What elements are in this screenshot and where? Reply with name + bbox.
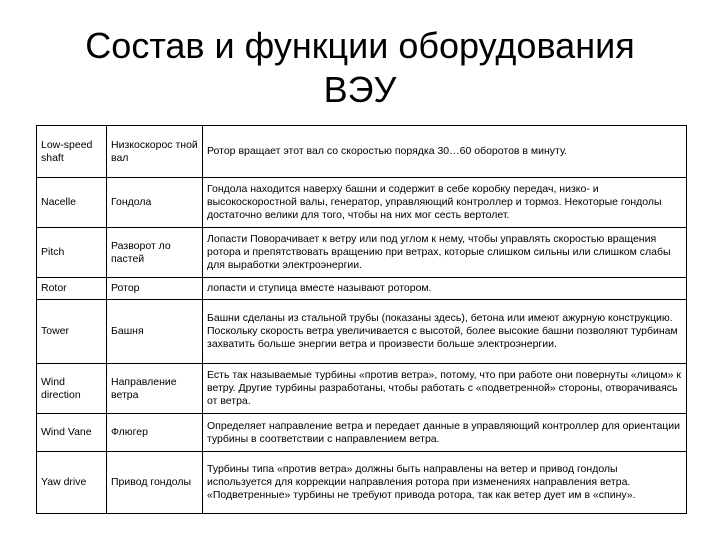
table-row: [37, 178, 687, 228]
table-row: [37, 452, 687, 514]
slide-title-line-1: Состав и функции оборудования: [85, 25, 635, 66]
description-cell: Ротор вращает этот вал со скоростью порядка 30…60 оборотов в минуту.: [203, 126, 687, 178]
description-cell: Есть так называемые турбины «против ветра», потому, что при работе они повернуты «лицом» к ветру. Другие турбины разработаны, чтобы работать с «подветренной» стороны, отворачиваясь от ветра.: [203, 364, 687, 414]
russian-term-cell: Разворот ло пастей: [107, 228, 203, 278]
description-cell: Турбины типа «против ветра» должны быть направлены на ветер и привод гондолы используется для коррекции направления ротора при изменениях направления ветра. «Подветренные» турбины не требуют привода ротора, так как ветер дует им в «спину».: [203, 452, 687, 514]
table-row: [37, 300, 687, 364]
description-cell: Башни сделаны из стальной трубы (показаны здесь), бетона или имеют ажурную конструкцию. Поскольку скорость ветра увеличивается с высотой, более высокие башни позволяют турбинам захватить больше энергии ветра и произвести больше электроэнергии.: [203, 300, 687, 364]
table-row: [37, 126, 687, 178]
description-cell: Лопасти Поворачивает к ветру или под углом к нему, чтобы управлять скоростью вращения ротора и препятствовать вращению при ветрах, которые слишком сильны или слишком слабы для выработки электроэнергии.: [203, 228, 687, 278]
english-term-cell: Nacelle: [37, 178, 107, 228]
english-term-cell: Low-speed shaft: [37, 126, 107, 178]
description-cell: лопасти и ступица вместе называют ротором.: [203, 278, 687, 300]
russian-term-cell: Флюгер: [107, 414, 203, 452]
russian-term-cell: Гондола: [107, 178, 203, 228]
russian-term-cell: Ротор: [107, 278, 203, 300]
russian-term-cell: Привод гондолы: [107, 452, 203, 514]
english-term-cell: Pitch: [37, 228, 107, 278]
russian-term-cell: Башня: [107, 300, 203, 364]
english-term-cell: Yaw drive: [37, 452, 107, 514]
table-row: [37, 364, 687, 414]
slide-title: [0, 24, 720, 112]
english-term-cell: Rotor: [37, 278, 107, 300]
russian-term-cell: Направление ветра: [107, 364, 203, 414]
equipment-table: [36, 125, 687, 514]
table-row: [37, 278, 687, 300]
description-cell: Гондола находится наверху башни и содержит в себе коробку передач, низко- и высокоскоростной валы, генератор, управляющий контроллер и тормоз. Некоторые гондолы достаточно велики для того, чтобы на них мог сесть вертолет.: [203, 178, 687, 228]
slide-title-line-2: ВЭУ: [323, 69, 397, 110]
table-row: [37, 414, 687, 452]
english-term-cell: Tower: [37, 300, 107, 364]
table-row: [37, 228, 687, 278]
description-cell: Определяет направление ветра и передает данные в управляющий контроллер для ориентации турбины в соответствии с направлением ветра.: [203, 414, 687, 452]
english-term-cell: Wind direction: [37, 364, 107, 414]
english-term-cell: Wind Vane: [37, 414, 107, 452]
russian-term-cell: Низкоскорос тной вал: [107, 126, 203, 178]
